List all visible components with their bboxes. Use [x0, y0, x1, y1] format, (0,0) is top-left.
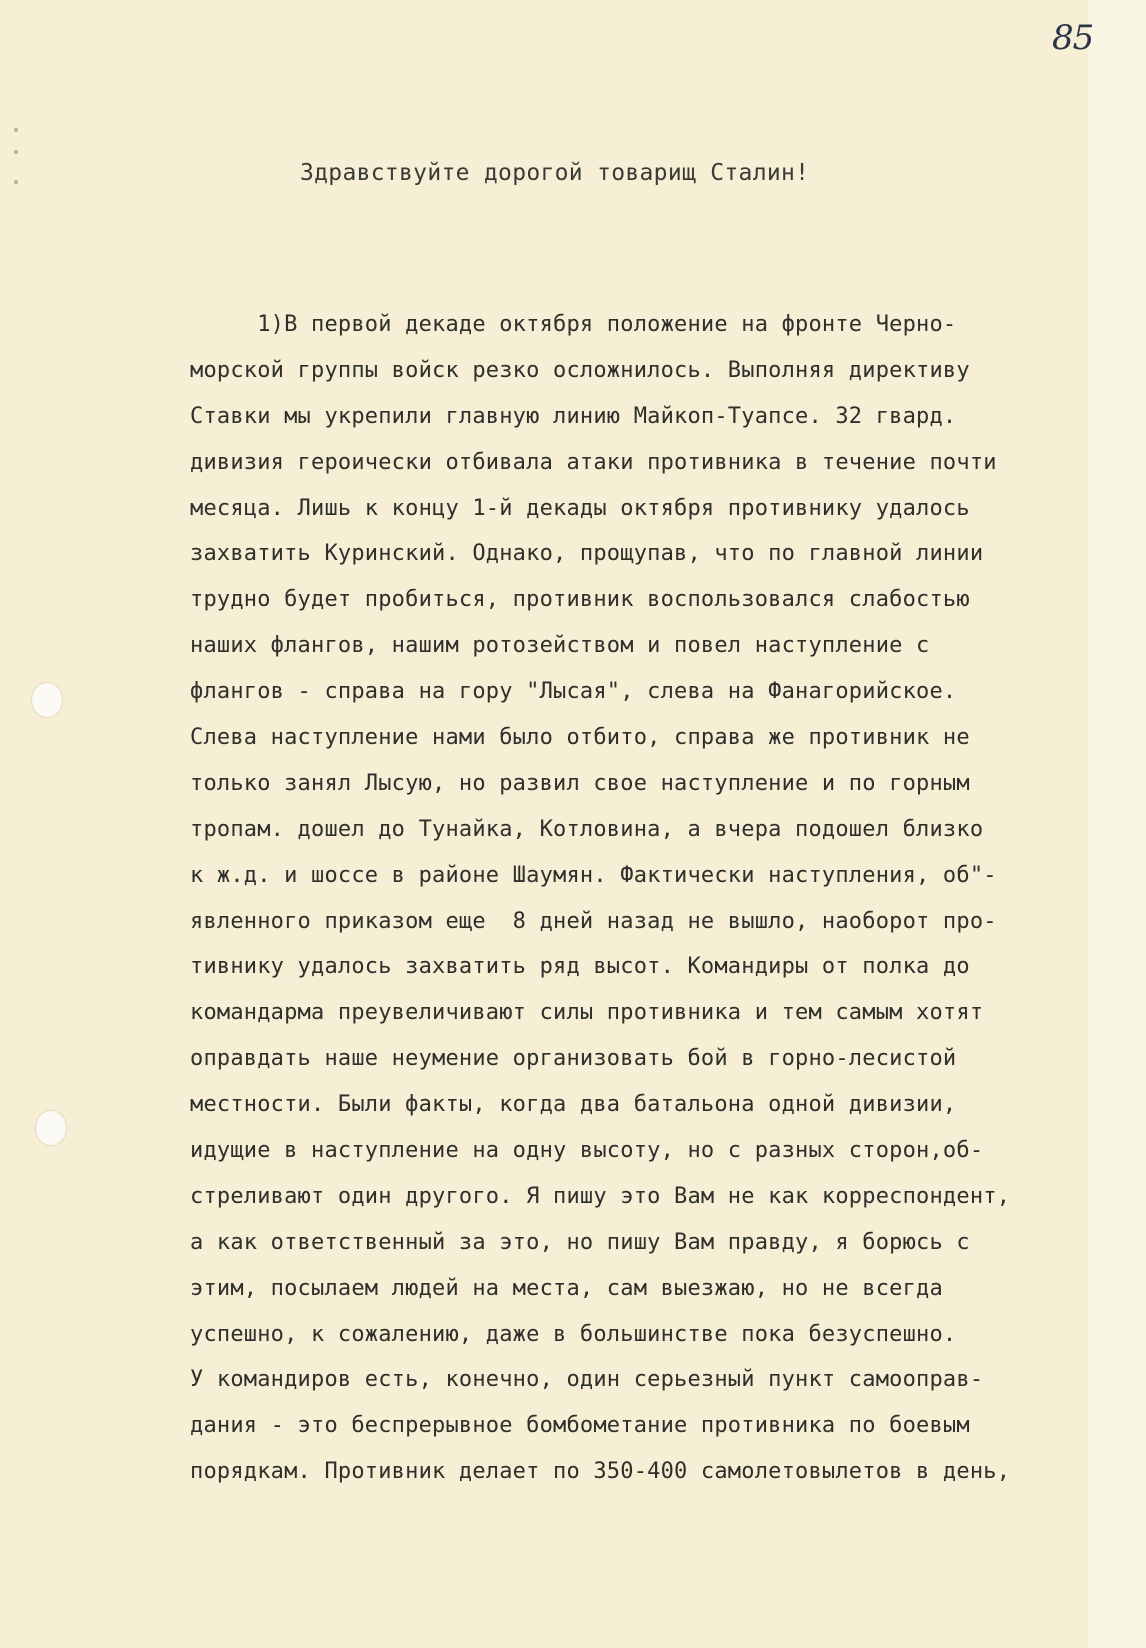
text-line: успешно, к сожалению, даже в большинстве пока безуспешно. [190, 1321, 957, 1347]
text-line: Слева наступление нами было отбито, справа же противник не [190, 725, 970, 751]
text-line: этим, посылаем людей на места, сам выезжаю, но не всегда [190, 1275, 943, 1301]
paper-edge [1088, 0, 1146, 1648]
text-line: только занял Лысую, но развил свое наступление и по горным [190, 770, 970, 796]
text-line: а как ответственный за это, но пишу Вам правду, я борюсь с [190, 1229, 970, 1255]
margin-mark [14, 128, 18, 132]
text-line: тивнику удалось захватить ряд высот. Командиры от полка до [190, 954, 970, 980]
text-line: У командиров есть, конечно, один серьезный пункт самооправ- [190, 1367, 984, 1393]
text-line: тропам. дошел до Тунайка, Котловина, а вчера подошел близко [190, 816, 984, 842]
text-line: порядкам. Противник делает по 350-400 самолетовылетов в день, [190, 1459, 1011, 1485]
text-line: дания - это беспрерывное бомбометание противника по боевым [190, 1413, 970, 1439]
text-line: к ж.д. и шоссе в районе Шаумян. Фактически наступления, об"- [190, 862, 997, 888]
text-line: морской группы войск резко осложнилось. Выполняя директиву [190, 357, 970, 383]
text-line: стреливают один другого. Я пишу это Вам не как корреспондент, [190, 1183, 1011, 1209]
page-number: 85 [1052, 18, 1094, 58]
text-line: 1)В первой декаде октября положение на фронте Черно- [190, 312, 957, 337]
text-line: флангов - справа на гору "Лысая", слева на Фанагорийское. [190, 679, 957, 705]
text-line: Ставки мы укрепили главную линию Майкоп-Туапсе. 32 гвард. [190, 403, 957, 429]
margin-mark [14, 180, 18, 184]
text-line: дивизия героически отбивала атаки противника в течение почти [190, 449, 997, 475]
letter-greeting: Здравствуйте дорогой товарищ Сталин! [300, 160, 810, 186]
text-line: командарма преувеличивают силы противника и тем самым хотят [190, 1000, 984, 1026]
text-line: месяца. Лишь к концу 1-й декады октября противнику удалось [190, 495, 970, 521]
margin-mark [14, 150, 18, 154]
text-line: трудно будет пробиться, противник воспользовался слабостью [190, 587, 970, 613]
text-line: местности. Были факты, когда два батальона одной дивизии, [190, 1092, 957, 1118]
letter-body [190, 310, 1090, 1503]
text-line: явленного приказом еще 8 дней назад не вышло, наоборот про- [190, 908, 997, 934]
text-line: идущие в наступление на одну высоту, но с разных сторон,об- [190, 1138, 984, 1164]
text-line: оправдать наше неумение организовать бой в горно-лесистой [190, 1046, 957, 1072]
punch-hole [32, 683, 62, 717]
punch-hole [36, 1111, 66, 1145]
text-line: наших флангов, нашим ротозейством и повел наступление с [190, 633, 930, 659]
text-line: захватить Куринский. Однако, прощупав, что по главной линии [190, 541, 984, 567]
